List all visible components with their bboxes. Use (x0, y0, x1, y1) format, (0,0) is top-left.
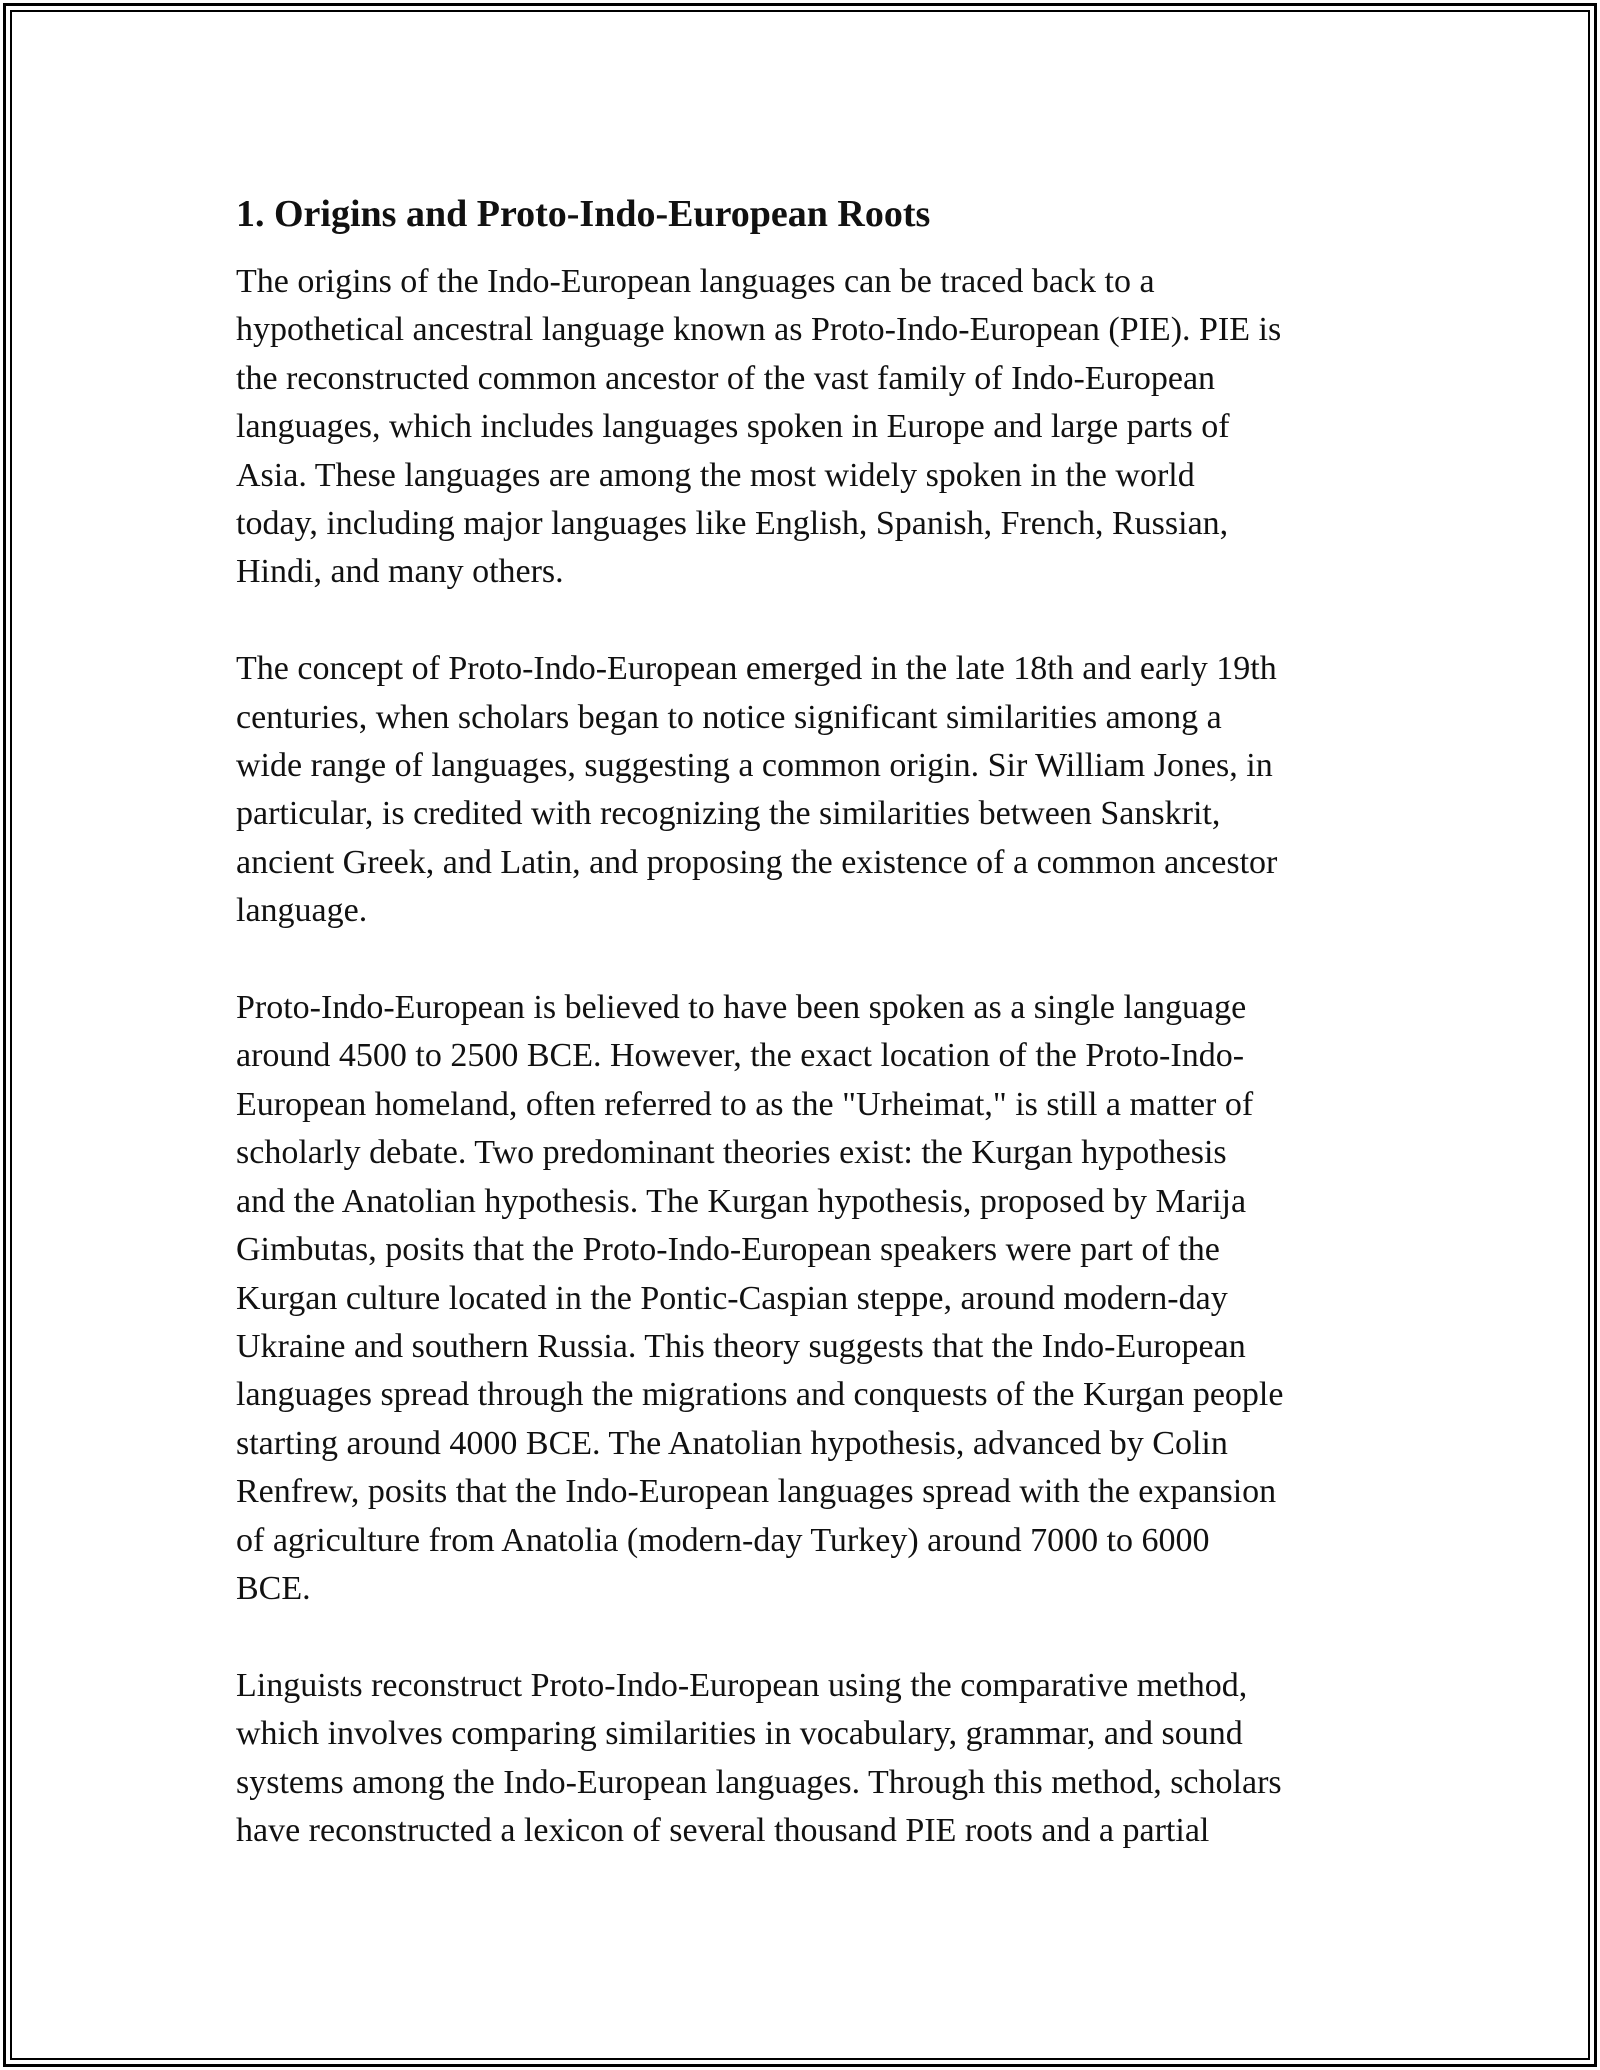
paragraph-line: ancient Greek, and Latin, and proposing the existence of a common ancestor (236, 843, 1278, 881)
paragraph-line: wide range of languages, suggesting a common origin. Sir William Jones, in (236, 747, 1273, 785)
heading-spacer (236, 244, 1376, 258)
section-heading: 1. Origins and Proto-Indo-European Roots (236, 193, 931, 235)
paragraph-line: today, including major languages like English, Spanish, French, Russian, (236, 505, 1229, 543)
paragraph-line: the reconstructed common ancestor of the vast family of Indo-European (236, 359, 1216, 397)
paragraph-line: systems among the Indo-European languages. Through this method, scholars (236, 1763, 1282, 1801)
paragraph-line: particular, is credited with recognizing the similarities between Sanskrit, (236, 795, 1221, 833)
paragraph-line: centuries, when scholars began to notice significant similarities among a (236, 698, 1222, 736)
paragraph-line: Linguists reconstruct Proto-Indo-European using the comparative method, (236, 1666, 1248, 1704)
paragraph-spacer (236, 1613, 1376, 1661)
paragraph-3 (236, 984, 1376, 1613)
paragraph-line: Hindi, and many others. (236, 553, 564, 591)
paragraph-line: Gimbutas, posits that the Proto-Indo-European speakers were part of the (236, 1231, 1220, 1269)
paragraph-4 (236, 1662, 1376, 1856)
paragraph-line: which involves comparing similarities in vocabulary, grammar, and sound (236, 1715, 1243, 1753)
paragraph-line: languages, which includes languages spoken in Europe and large parts of (236, 408, 1230, 446)
paragraph-line: Proto-Indo-European is believed to have been spoken as a single language (236, 989, 1247, 1027)
paragraph-line: Ukraine and southern Russia. This theory suggests that the Indo-European (236, 1327, 1246, 1365)
paragraph-line: scholarly debate. Two predominant theories exist: the Kurgan hypothesis (236, 1134, 1227, 1172)
paragraph-line: languages spread through the migrations and conquests of the Kurgan people (236, 1376, 1284, 1414)
paragraph-line: BCE. (236, 1569, 311, 1607)
paragraph-line: Kurgan culture located in the Pontic-Caspian steppe, around modern-day (236, 1279, 1228, 1317)
paragraph-line: have reconstructed a lexicon of several thousand PIE roots and a partial (236, 1811, 1210, 1849)
paragraph-spacer (236, 597, 1376, 645)
paragraph-line: Asia. These languages are among the most widely spoken in the world (236, 456, 1195, 494)
paragraph-line: The origins of the Indo-European languages can be traced back to a (236, 263, 1155, 300)
paragraph-line: language. (236, 892, 368, 930)
document-body (236, 184, 1376, 1855)
paragraph-line: hypothetical ancestral language known as Proto-Indo-European (PIE). PIE is (236, 311, 1282, 349)
paragraph-line: and the Anatolian hypothesis. The Kurgan hypothesis, proposed by Marija (236, 1182, 1247, 1220)
paragraph-spacer (236, 936, 1376, 984)
paragraph-line: starting around 4000 BCE. The Anatolian hypothesis, advanced by Colin (236, 1424, 1228, 1462)
paragraph-line: around 4500 to 2500 BCE. However, the exact location of the Proto-Indo- (236, 1037, 1245, 1075)
paragraph-line: The concept of Proto-Indo-European emerged in the late 18th and early 19th (236, 650, 1277, 688)
paragraph-line: Renfrew, posits that the Indo-European languages spread with the expansion (236, 1473, 1277, 1511)
paragraph-2 (236, 645, 1376, 935)
paragraph-line: European homeland, often referred to as the "Urheimat," is still a matter of (236, 1085, 1254, 1123)
paragraph-line: of agriculture from Anatolia (modern-day Turkey) around 7000 to 6000 (236, 1521, 1210, 1559)
paragraph-1 (236, 258, 1376, 597)
